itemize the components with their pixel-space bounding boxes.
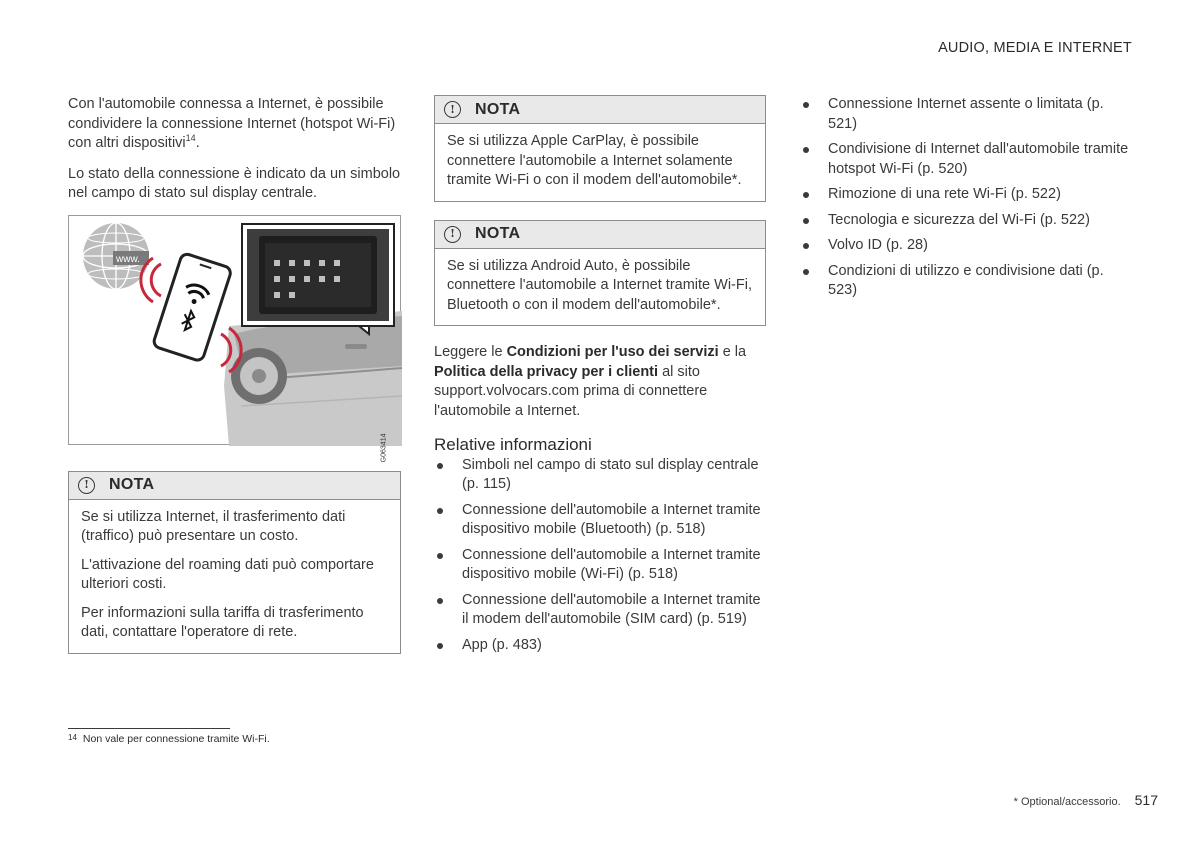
nota-label: NOTA xyxy=(475,100,521,118)
nota-box-costs xyxy=(68,471,401,654)
page-footer xyxy=(1014,792,1158,808)
nota-paragraph: Per informazioni sulla tariffa di trasferimento dati, contattare l'operatore di rete. xyxy=(81,604,364,640)
related-link[interactable]: App (p. 483) xyxy=(434,636,766,656)
intro-text-end: . xyxy=(195,135,200,151)
nota-paragraph: Se si utilizza Internet, il trasferimento dati (traffico) può presentare un costo. xyxy=(81,508,346,544)
intro-text: Con l'automobile connessa a Internet, è possibile condividere la connessione Internet (hotspot Wi-Fi) con altri dispositivi xyxy=(68,96,396,151)
related-info-heading: Relative informazioni xyxy=(434,435,592,454)
nota-body xyxy=(435,249,765,326)
column-left xyxy=(68,95,401,654)
nota-label: NOTA xyxy=(475,225,521,243)
terms-paragraph xyxy=(434,343,766,421)
related-link[interactable]: Connessione dell'automobile a Internet tramite dispositivo mobile (Bluetooth) (p. 518) xyxy=(434,501,766,540)
nota-body xyxy=(69,500,400,653)
nota-box-android-auto xyxy=(434,220,766,327)
nota-paragraph: Se si utilizza Android Auto, è possibile connettere l'automobile a Internet tramite Wi-Fi, Bluetooth o con il modem dell'automobile*. xyxy=(447,257,752,313)
nota-header xyxy=(69,472,400,500)
nota-label: NOTA xyxy=(109,476,155,494)
related-link[interactable]: Rimozione di una rete Wi-Fi (p. 522) xyxy=(800,185,1132,205)
nota-box-carplay xyxy=(434,95,766,202)
related-links-list xyxy=(434,456,766,656)
footnote-text: Non vale per connessione tramite Wi-Fi. xyxy=(82,733,270,745)
related-link[interactable]: Connessione dell'automobile a Internet tramite il modem dell'automobile (SIM card) (p. 519) xyxy=(434,591,766,630)
info-icon: ! xyxy=(78,477,95,494)
nota-header xyxy=(435,221,765,249)
terms-text: al sito support.volvocars.com prima di connettere l'automobile a Internet. xyxy=(434,363,708,419)
column-middle xyxy=(434,95,766,661)
info-icon: ! xyxy=(444,226,461,243)
related-link[interactable]: Connessione Internet assente o limitata (p. 521) xyxy=(800,95,1132,134)
related-link[interactable]: Condivisione di Internet dall'automobile tramite hotspot Wi-Fi (p. 520) xyxy=(800,140,1132,179)
nota-body xyxy=(435,124,765,201)
related-link[interactable]: Condizioni di utilizzo e condivisione dati (p. 523) xyxy=(800,262,1132,301)
hotspot-illustration xyxy=(68,215,401,463)
info-icon: ! xyxy=(444,101,461,118)
nota-paragraph: Se si utilizza Apple CarPlay, è possibile connettere l'automobile a Internet solamente tramite Wi-Fi o con il modem dell'automobile*. xyxy=(447,133,742,188)
footnote-ref[interactable]: 14 xyxy=(185,133,196,144)
privacy-policy-ref: Politica della privacy per i clienti xyxy=(434,363,659,380)
column-right xyxy=(800,95,1132,307)
section-title: AUDIO, MEDIA E INTERNET xyxy=(938,40,1132,56)
footnote xyxy=(68,733,270,745)
terms-text: e la xyxy=(718,344,747,360)
hotspot-illustration-svg xyxy=(69,216,402,446)
footnote-divider xyxy=(68,728,230,729)
optional-note: * Optional/accessorio. xyxy=(1013,796,1121,808)
related-link[interactable]: Tecnologia e sicurezza del Wi-Fi (p. 522) xyxy=(800,211,1132,231)
footnote-number: 14 xyxy=(68,733,77,742)
figure-code: G063414 xyxy=(380,433,388,463)
page-number: 517 xyxy=(1134,792,1158,808)
related-link[interactable]: Connessione dell'automobile a Internet tramite dispositivo mobile (Wi-Fi) (p. 518) xyxy=(434,546,766,585)
nota-header xyxy=(435,96,765,124)
www-label: www. xyxy=(116,253,140,265)
related-links-list-cont xyxy=(800,95,1132,301)
related-link[interactable]: Volvo ID (p. 28) xyxy=(800,236,1132,256)
status-paragraph: Lo stato della connessione è indicato da un simbolo nel campo di stato sul display centrale. xyxy=(68,165,401,201)
terms-text: Leggere le xyxy=(434,344,507,360)
intro-paragraph xyxy=(68,95,401,154)
related-link[interactable]: Simboli nel campo di stato sul display centrale (p. 115) xyxy=(434,456,766,495)
terms-of-service-ref: Condizioni per l'uso dei servizi xyxy=(506,344,719,360)
nota-paragraph: L'attivazione del roaming dati può comportare ulteriori costi. xyxy=(81,556,374,592)
